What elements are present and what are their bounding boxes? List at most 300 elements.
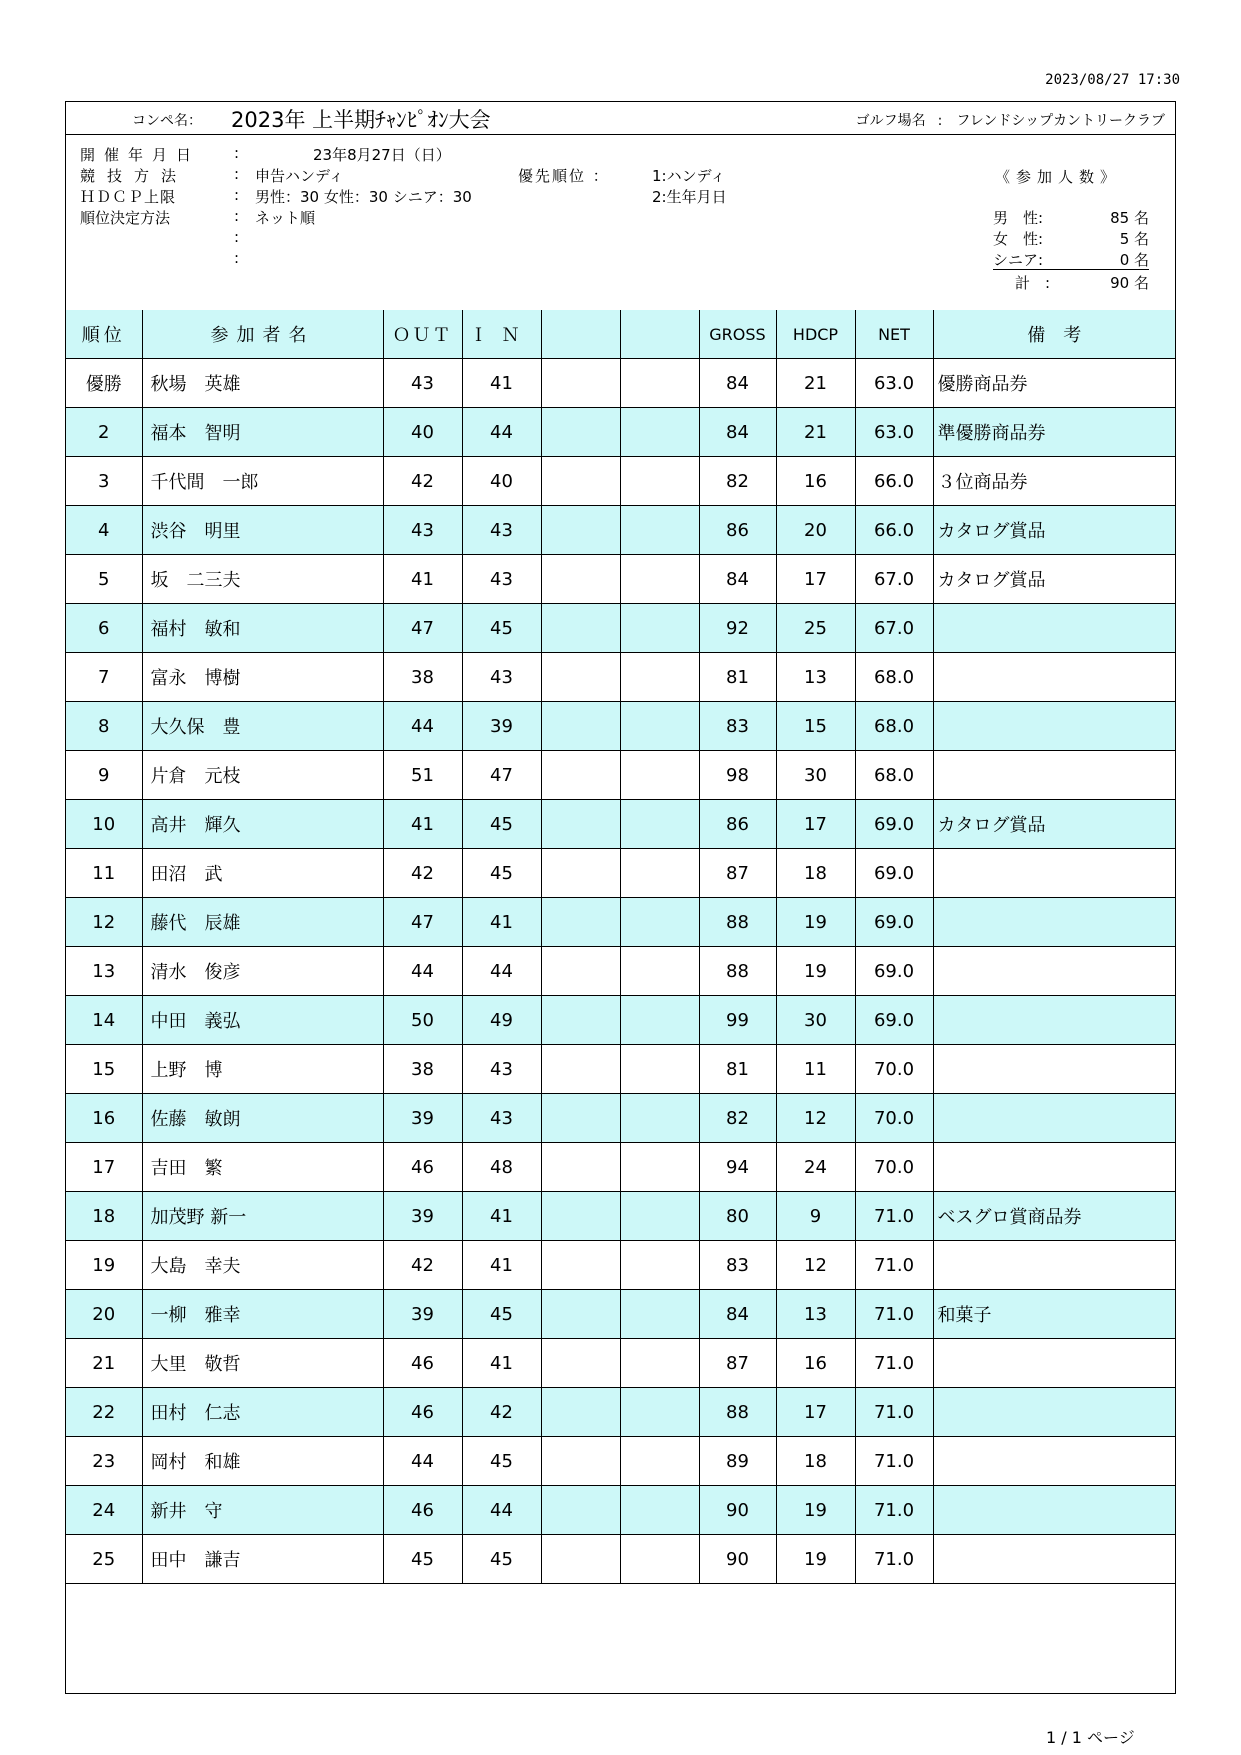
gross-cell: 81 — [699, 653, 776, 702]
table-row — [66, 408, 1175, 457]
gross-cell: 86 — [699, 506, 776, 555]
gross-cell: 82 — [699, 457, 776, 506]
blank-cell — [620, 653, 699, 702]
results-body — [66, 359, 1175, 1584]
player-name-cell: 渋谷 明里 — [142, 506, 383, 555]
rank-cell: 22 — [66, 1388, 142, 1437]
gross-cell: 88 — [699, 898, 776, 947]
competition-name: 2023年 上半期ﾁｬﾝﾋﾟｵﾝ大会 — [231, 108, 491, 132]
net-score-cell: 69.0 — [855, 996, 933, 1045]
out-score-cell: 43 — [383, 359, 462, 408]
blank-cell — [541, 1437, 620, 1486]
col-hdcp: HDCP — [776, 310, 855, 359]
colon: : — [234, 144, 240, 162]
hdcp-cell: 20 — [776, 506, 855, 555]
note-cell: カタログ賞品 — [933, 555, 1175, 604]
rank-cell: 8 — [66, 702, 142, 751]
rank-cell: 7 — [66, 653, 142, 702]
course-label: ゴルフ場名 — [855, 113, 926, 129]
blank-cell — [620, 751, 699, 800]
gross-cell: 88 — [699, 1388, 776, 1437]
player-name-cell: 田村 仁志 — [142, 1388, 383, 1437]
net-score-cell: 71.0 — [855, 1535, 933, 1584]
hdcp-limit-label: ＨＤＣＰ上限 — [80, 188, 177, 206]
rank-cell: 18 — [66, 1192, 142, 1241]
table-row — [66, 604, 1175, 653]
in-score-cell: 45 — [462, 1535, 541, 1584]
blank-cell — [541, 751, 620, 800]
hdcp-cell: 16 — [776, 1339, 855, 1388]
participants-title: 《参加人数》 — [995, 168, 1122, 186]
rank-cell: 3 — [66, 457, 142, 506]
participants-female — [993, 228, 1149, 248]
rank-cell: 20 — [66, 1290, 142, 1339]
blank-cell — [620, 1094, 699, 1143]
rank-cell: 12 — [66, 898, 142, 947]
total-count: 90 名 — [1110, 274, 1149, 292]
net-score-cell: 71.0 — [855, 1388, 933, 1437]
note-cell: ３位商品券 — [933, 457, 1175, 506]
priority-label: 優先順位 ： — [518, 167, 610, 185]
results-table — [66, 310, 1175, 1584]
gross-cell: 80 — [699, 1192, 776, 1241]
rank-cell: 10 — [66, 800, 142, 849]
net-score-cell: 67.0 — [855, 604, 933, 653]
hdcp-cell: 12 — [776, 1241, 855, 1290]
note-cell — [933, 1241, 1175, 1290]
gross-cell: 90 — [699, 1535, 776, 1584]
in-score-cell: 41 — [462, 1241, 541, 1290]
gross-cell: 87 — [699, 1339, 776, 1388]
out-score-cell: 42 — [383, 849, 462, 898]
blank-cell — [541, 702, 620, 751]
in-score-cell: 41 — [462, 1192, 541, 1241]
gross-cell: 98 — [699, 751, 776, 800]
priority-1: 1:ハンディ — [652, 167, 726, 185]
hdcp-cell: 17 — [776, 555, 855, 604]
in-score-cell: 45 — [462, 849, 541, 898]
player-name-cell: 高井 輝久 — [142, 800, 383, 849]
out-score-cell: 38 — [383, 1045, 462, 1094]
blank-cell — [620, 457, 699, 506]
colon: : — [234, 249, 240, 267]
player-name-cell: 田中 謙吉 — [142, 1535, 383, 1584]
hdcp-cell: 30 — [776, 996, 855, 1045]
table-row — [66, 1339, 1175, 1388]
note-cell — [933, 604, 1175, 653]
out-score-cell: 39 — [383, 1192, 462, 1241]
hdcp-cell: 21 — [776, 359, 855, 408]
gross-cell: 90 — [699, 1486, 776, 1535]
blank-cell — [541, 1486, 620, 1535]
in-score-cell: 48 — [462, 1143, 541, 1192]
net-score-cell: 69.0 — [855, 898, 933, 947]
blank-cell — [620, 947, 699, 996]
gross-cell: 88 — [699, 947, 776, 996]
female-count: 5 名 — [1119, 230, 1149, 248]
rank-cell: 9 — [66, 751, 142, 800]
net-score-cell: 71.0 — [855, 1339, 933, 1388]
blank-cell — [620, 898, 699, 947]
hdcp-cell: 19 — [776, 947, 855, 996]
player-name-cell: 福村 敏和 — [142, 604, 383, 653]
blank-cell — [541, 800, 620, 849]
blank-cell — [541, 1045, 620, 1094]
blank-cell — [620, 1388, 699, 1437]
note-cell — [933, 996, 1175, 1045]
player-name-cell: 新井 守 — [142, 1486, 383, 1535]
results-sheet — [65, 101, 1176, 1694]
hdcp-cell: 13 — [776, 653, 855, 702]
blank-cell — [620, 1045, 699, 1094]
out-score-cell: 44 — [383, 947, 462, 996]
blank-cell — [541, 1143, 620, 1192]
out-score-cell: 39 — [383, 1290, 462, 1339]
blank-cell — [541, 1192, 620, 1241]
table-row — [66, 1486, 1175, 1535]
out-score-cell: 41 — [383, 800, 462, 849]
col-out: ＯＵＴ — [383, 310, 462, 359]
col-blank-2 — [620, 310, 699, 359]
table-row — [66, 506, 1175, 555]
out-score-cell: 40 — [383, 408, 462, 457]
participants-total — [993, 272, 1149, 292]
out-score-cell: 46 — [383, 1339, 462, 1388]
player-name-cell: 富永 博樹 — [142, 653, 383, 702]
hdcp-cell: 17 — [776, 800, 855, 849]
in-score-cell: 43 — [462, 506, 541, 555]
priority-2: 2:生年月日 — [652, 188, 727, 206]
colon: : — [234, 207, 240, 225]
net-score-cell: 63.0 — [855, 359, 933, 408]
blank-cell — [541, 408, 620, 457]
in-score-cell: 42 — [462, 1388, 541, 1437]
rank-cell: 15 — [66, 1045, 142, 1094]
hdcp-cell: 16 — [776, 457, 855, 506]
senior-label: シニア: — [993, 251, 1044, 269]
title-row — [66, 102, 1175, 135]
out-score-cell: 43 — [383, 506, 462, 555]
player-name-cell: 中田 義弘 — [142, 996, 383, 1045]
table-row — [66, 898, 1175, 947]
player-name-cell: 田沼 武 — [142, 849, 383, 898]
table-row — [66, 1290, 1175, 1339]
rank-cell: 23 — [66, 1437, 142, 1486]
player-name-cell: 秋場 英雄 — [142, 359, 383, 408]
col-in: ＩＮ — [462, 310, 541, 359]
out-score-cell: 41 — [383, 555, 462, 604]
col-name: 参加者名 — [142, 310, 383, 359]
player-name-cell: 千代間 一郎 — [142, 457, 383, 506]
note-cell — [933, 1486, 1175, 1535]
in-score-cell: 39 — [462, 702, 541, 751]
gross-cell: 81 — [699, 1045, 776, 1094]
player-name-cell: 大久保 豊 — [142, 702, 383, 751]
gross-cell: 82 — [699, 1094, 776, 1143]
hdcp-cell: 19 — [776, 1486, 855, 1535]
net-score-cell: 69.0 — [855, 947, 933, 996]
hdcp-cell: 18 — [776, 849, 855, 898]
net-score-cell: 68.0 — [855, 751, 933, 800]
col-note: 備 考 — [933, 310, 1175, 359]
gross-cell: 84 — [699, 1290, 776, 1339]
gross-cell: 92 — [699, 604, 776, 653]
print-timestamp: 2023/08/27 17:30 — [1045, 72, 1180, 88]
out-score-cell: 42 — [383, 1241, 462, 1290]
note-cell — [933, 1143, 1175, 1192]
blank-cell — [620, 702, 699, 751]
note-cell: 準優勝商品券 — [933, 408, 1175, 457]
out-score-cell: 39 — [383, 1094, 462, 1143]
note-cell — [933, 653, 1175, 702]
note-cell — [933, 1535, 1175, 1584]
participants-senior — [993, 249, 1149, 270]
net-score-cell: 69.0 — [855, 800, 933, 849]
blank-cell — [541, 653, 620, 702]
in-score-cell: 41 — [462, 359, 541, 408]
out-score-cell: 47 — [383, 604, 462, 653]
player-name-cell: 佐藤 敏朗 — [142, 1094, 383, 1143]
method-value: 申告ハンディ — [255, 167, 344, 185]
rank-cell: 14 — [66, 996, 142, 1045]
in-score-cell: 49 — [462, 996, 541, 1045]
gross-cell: 94 — [699, 1143, 776, 1192]
rank-cell: 21 — [66, 1339, 142, 1388]
blank-cell — [620, 408, 699, 457]
course-separator: : — [937, 113, 943, 129]
note-cell — [933, 751, 1175, 800]
competition-info — [66, 134, 1175, 311]
rank-method-label: 順位決定方法 — [80, 209, 171, 227]
table-row — [66, 1045, 1175, 1094]
hdcp-cell: 25 — [776, 604, 855, 653]
senior-count: 0 名 — [1119, 251, 1149, 269]
out-score-cell: 51 — [383, 751, 462, 800]
gross-cell: 84 — [699, 359, 776, 408]
gross-cell: 99 — [699, 996, 776, 1045]
net-score-cell: 66.0 — [855, 457, 933, 506]
hdcp-limit-value: 男性：30 女性：30 シニア：30 — [255, 188, 472, 206]
blank-cell — [541, 996, 620, 1045]
blank-cell — [620, 1535, 699, 1584]
colon: : — [234, 228, 240, 246]
blank-cell — [620, 996, 699, 1045]
blank-cell — [620, 1143, 699, 1192]
page-number: 1 / 1 ページ — [1046, 1728, 1135, 1747]
table-row — [66, 996, 1175, 1045]
hdcp-cell: 30 — [776, 751, 855, 800]
table-row — [66, 1388, 1175, 1437]
note-cell — [933, 1094, 1175, 1143]
out-score-cell: 46 — [383, 1143, 462, 1192]
col-net: NET — [855, 310, 933, 359]
net-score-cell: 71.0 — [855, 1290, 933, 1339]
table-row — [66, 702, 1175, 751]
note-cell: 和菓子 — [933, 1290, 1175, 1339]
player-name-cell: 加茂野 新一 — [142, 1192, 383, 1241]
blank-cell — [620, 506, 699, 555]
player-name-cell: 岡村 和雄 — [142, 1437, 383, 1486]
method-label: 競技方法 — [80, 167, 189, 185]
player-name-cell: 大里 敬哲 — [142, 1339, 383, 1388]
table-row — [66, 1192, 1175, 1241]
rank-cell: 17 — [66, 1143, 142, 1192]
net-score-cell: 71.0 — [855, 1486, 933, 1535]
blank-cell — [541, 359, 620, 408]
blank-cell — [620, 1290, 699, 1339]
gross-cell: 87 — [699, 849, 776, 898]
hdcp-cell: 12 — [776, 1094, 855, 1143]
blank-cell — [541, 849, 620, 898]
note-cell — [933, 898, 1175, 947]
header-row — [66, 310, 1175, 359]
colon: : — [234, 186, 240, 204]
blank-cell — [620, 1437, 699, 1486]
player-name-cell: 清水 俊彦 — [142, 947, 383, 996]
in-score-cell: 45 — [462, 1437, 541, 1486]
net-score-cell: 68.0 — [855, 702, 933, 751]
rank-cell: 5 — [66, 555, 142, 604]
table-row — [66, 457, 1175, 506]
gross-cell: 86 — [699, 800, 776, 849]
note-cell — [933, 947, 1175, 996]
blank-cell — [541, 457, 620, 506]
col-rank: 順位 — [66, 310, 142, 359]
in-score-cell: 47 — [462, 751, 541, 800]
blank-cell — [541, 555, 620, 604]
male-label: 男 性: — [993, 209, 1044, 227]
blank-cell — [541, 1535, 620, 1584]
col-blank-1 — [541, 310, 620, 359]
in-score-cell: 43 — [462, 1094, 541, 1143]
blank-cell — [541, 1241, 620, 1290]
hdcp-cell: 18 — [776, 1437, 855, 1486]
net-score-cell: 63.0 — [855, 408, 933, 457]
male-count: 85 名 — [1110, 209, 1149, 227]
table-row — [66, 1437, 1175, 1486]
rank-cell: 24 — [66, 1486, 142, 1535]
hdcp-cell: 24 — [776, 1143, 855, 1192]
player-name-cell: 藤代 辰雄 — [142, 898, 383, 947]
in-score-cell: 45 — [462, 604, 541, 653]
blank-cell — [541, 1339, 620, 1388]
gross-cell: 89 — [699, 1437, 776, 1486]
blank-cell — [620, 1486, 699, 1535]
player-name-cell: 福本 智明 — [142, 408, 383, 457]
blank-cell — [620, 359, 699, 408]
rank-cell: 6 — [66, 604, 142, 653]
net-score-cell: 71.0 — [855, 1241, 933, 1290]
rank-cell: 11 — [66, 849, 142, 898]
player-name-cell: 吉田 繁 — [142, 1143, 383, 1192]
blank-cell — [541, 1388, 620, 1437]
in-score-cell: 43 — [462, 653, 541, 702]
hdcp-cell: 19 — [776, 898, 855, 947]
player-name-cell: 一柳 雅幸 — [142, 1290, 383, 1339]
in-score-cell: 44 — [462, 947, 541, 996]
in-score-cell: 45 — [462, 1290, 541, 1339]
blank-cell — [541, 898, 620, 947]
blank-cell — [620, 1339, 699, 1388]
rank-cell: 4 — [66, 506, 142, 555]
in-score-cell: 40 — [462, 457, 541, 506]
rank-cell: 優勝 — [66, 359, 142, 408]
player-name-cell: 坂 二三夫 — [142, 555, 383, 604]
table-row — [66, 800, 1175, 849]
out-score-cell: 44 — [383, 1437, 462, 1486]
hdcp-cell: 9 — [776, 1192, 855, 1241]
blank-cell — [541, 947, 620, 996]
gross-cell: 84 — [699, 408, 776, 457]
colon: : — [234, 165, 240, 183]
table-row — [66, 1094, 1175, 1143]
blank-cell — [541, 1290, 620, 1339]
table-row — [66, 653, 1175, 702]
gross-cell: 84 — [699, 555, 776, 604]
hdcp-cell: 17 — [776, 1388, 855, 1437]
date-label: 開催年月日 — [80, 146, 201, 164]
hdcp-cell: 19 — [776, 1535, 855, 1584]
col-gross: GROSS — [699, 310, 776, 359]
out-score-cell: 46 — [383, 1388, 462, 1437]
female-label: 女 性: — [993, 230, 1044, 248]
player-name-cell: 上野 博 — [142, 1045, 383, 1094]
rank-cell: 19 — [66, 1241, 142, 1290]
table-row — [66, 1535, 1175, 1584]
blank-cell — [620, 1192, 699, 1241]
net-score-cell: 70.0 — [855, 1045, 933, 1094]
note-cell: 優勝商品券 — [933, 359, 1175, 408]
net-score-cell: 69.0 — [855, 849, 933, 898]
out-score-cell: 50 — [383, 996, 462, 1045]
table-row — [66, 849, 1175, 898]
hdcp-cell: 21 — [776, 408, 855, 457]
in-score-cell: 45 — [462, 800, 541, 849]
out-score-cell: 38 — [383, 653, 462, 702]
blank-cell — [620, 849, 699, 898]
out-score-cell: 45 — [383, 1535, 462, 1584]
out-score-cell: 42 — [383, 457, 462, 506]
blank-cell — [620, 555, 699, 604]
in-score-cell: 44 — [462, 408, 541, 457]
blank-cell — [541, 1094, 620, 1143]
table-row — [66, 359, 1175, 408]
participants-male — [993, 207, 1149, 227]
note-cell — [933, 702, 1175, 751]
competition-label: コンペ名： — [132, 113, 202, 129]
date-value: 23年8月27日（日） — [313, 146, 451, 164]
rank-cell: 13 — [66, 947, 142, 996]
in-score-cell: 43 — [462, 555, 541, 604]
course-name: フレンドシップカントリークラブ — [956, 113, 1165, 129]
in-score-cell: 44 — [462, 1486, 541, 1535]
net-score-cell: 70.0 — [855, 1094, 933, 1143]
in-score-cell: 41 — [462, 898, 541, 947]
net-score-cell: 66.0 — [855, 506, 933, 555]
course-info — [856, 110, 1165, 130]
note-cell: カタログ賞品 — [933, 506, 1175, 555]
blank-cell — [541, 506, 620, 555]
rank-cell: 25 — [66, 1535, 142, 1584]
note-cell: ベスグロ賞商品券 — [933, 1192, 1175, 1241]
out-score-cell: 46 — [383, 1486, 462, 1535]
player-name-cell: 片倉 元枝 — [142, 751, 383, 800]
note-cell — [933, 849, 1175, 898]
note-cell — [933, 1045, 1175, 1094]
hdcp-cell: 11 — [776, 1045, 855, 1094]
rank-cell: 2 — [66, 408, 142, 457]
out-score-cell: 47 — [383, 898, 462, 947]
